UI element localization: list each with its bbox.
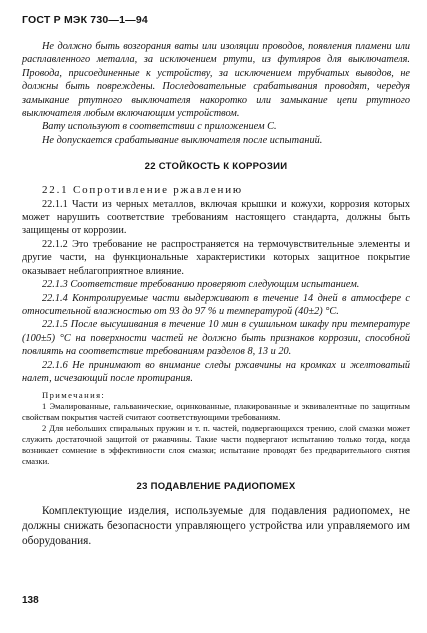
section-22-heading: 22 СТОЙКОСТЬ К КОРРОЗИИ: [144, 161, 288, 173]
page-header: ГОСТ Р МЭК 730—1—94: [22, 14, 148, 26]
note-2: 2 Для небольших спиральных пружин и т. п. частей, подвергающихся трению, слой смазки может служить достаточной защитой от ржавчины. Такие части подвергают испытанию только тогда, когда возникает сомнение в эффективности слоя смазки; испытание проводят без предварительного снятия смазки.: [22, 423, 410, 467]
notes-title: Примечания:: [42, 390, 106, 401]
intro-paragraph-1: Не должно быть возгорания ваты или изоляции проводов, появления пламени или расплавленного металла, за исключением ртути, из футляров для выключателя. Провода, присоединенные к устройству, за исключением трубчатых выводов, не должны быть повреждены. Последовательные срабатывания проводят, чередуя замыкание ртутного выключателя накоротко или замыкание цепи ртутного выключателя любым включающим устройством.: [22, 41, 410, 120]
section-23-body: [22, 504, 410, 548]
clause-22-1-6: 22.1.6 Не принимают во внимание следы ржавчины на кромках и желтоватый налет, исчезающий после протирания.: [22, 359, 410, 384]
note-1: 1 Эмалированные, гальванические, оцинкованные, плакированные и эквивалентные по защитным свойствам покрытия частей считают соответствующими требованиям.: [22, 401, 410, 423]
intro-paragraph-3: Не допускается срабатывание выключателя после испытаний.: [42, 134, 323, 146]
clause-22-1-2: 22.1.2 Это требование не распространяется на термочувствительные элементы и другие части, на функциональные характеристики которых защитное покрытие оказывает неблагоприятное влияние.: [22, 238, 410, 277]
notes-block: [22, 390, 410, 467]
clause-22-1: 22.1 Сопротивление ржавлению: [42, 184, 243, 197]
clause-22-1-3: 22.1.3 Соответствие требованию проверяют следующим испытанием.: [42, 279, 360, 291]
page-number: 138: [22, 595, 39, 606]
section-23-paragraph: Комплектующие изделия, используемые для подавления радиопомех, не должны снижать безопасности управляющего устройства или управляемого им оборудования.: [22, 505, 410, 547]
clause-22-1-5: 22.1.5 После высушивания в течение 10 мин в сушильном шкафу при температуре (100±5) °С на поверхности частей не должно быть признаков коррозии, способной повлиять на соответствие требованиям разделов 8, 13 и 20.: [22, 319, 410, 358]
clause-22-1-1: 22.1.1 Части из черных металлов, включая крышки и кожухи, коррозия которых может нарушить соответствие требованиям настоящего стандарта, должны быть защищены от коррозии.: [22, 198, 410, 237]
clause-22-1-4: 22.1.4 Контролируемые части выдерживают в течение 14 дней в атмосфере с относительной влажностью от 93 до 97 % и температурой (40±2) °С.: [22, 292, 410, 317]
page-body: [22, 40, 410, 548]
section-23-heading: 23 ПОДАВЛЕНИЕ РАДИОПОМЕХ: [136, 481, 296, 493]
intro-paragraph-2: Вату используют в соответствии с приложением С.: [42, 121, 277, 133]
